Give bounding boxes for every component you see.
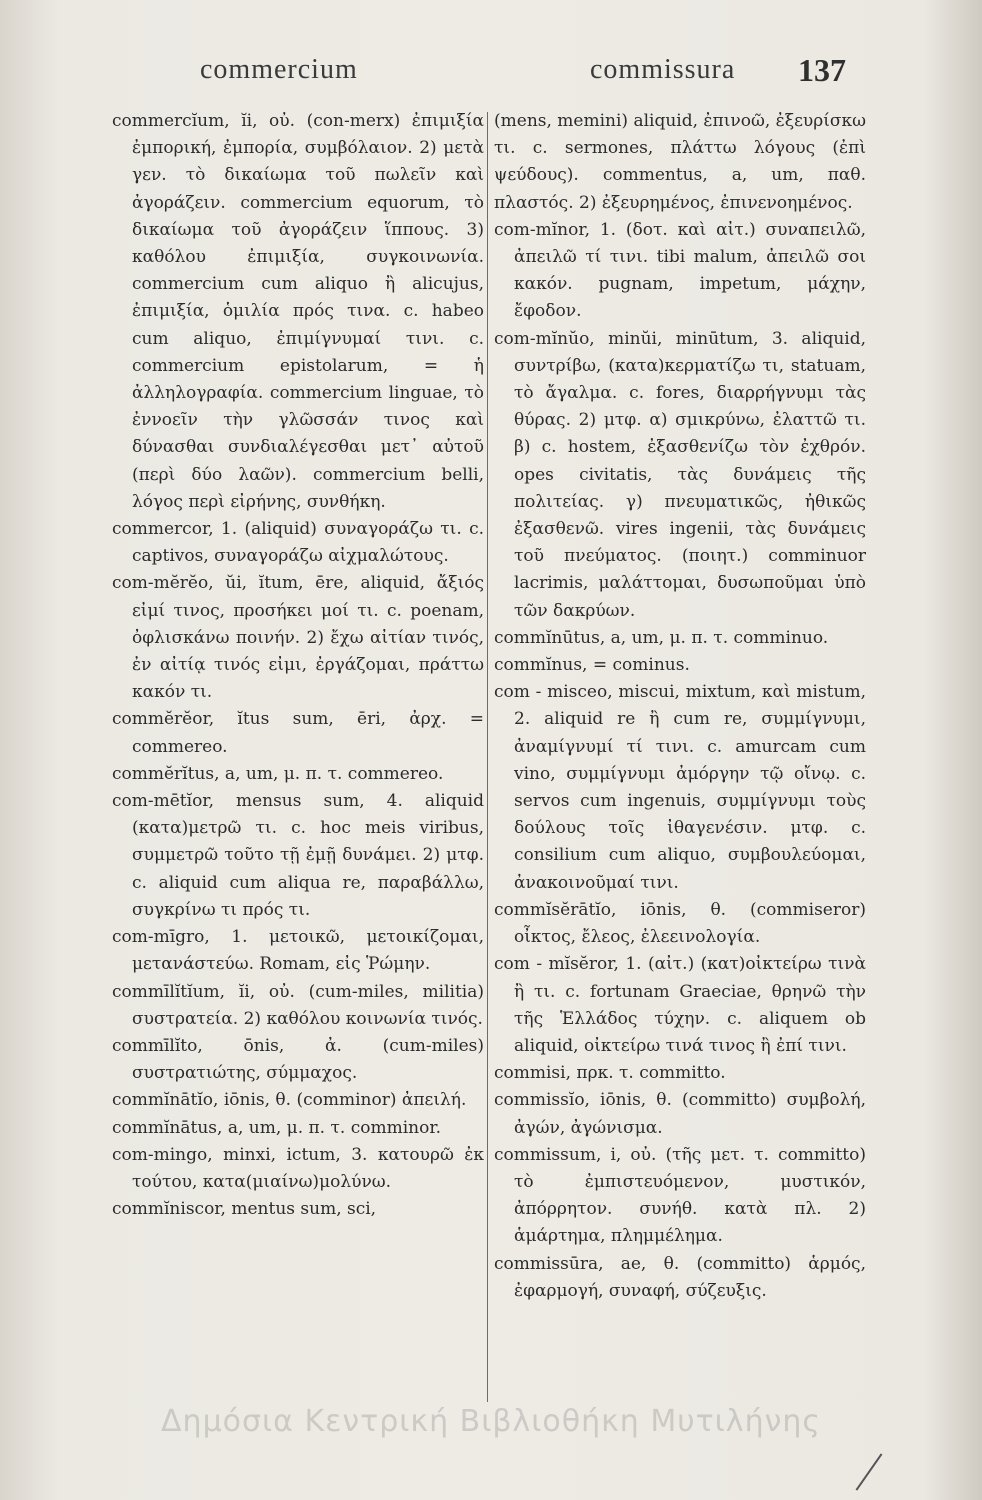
entry-commisi: commisi, πρκ. τ. committo. xyxy=(494,1063,726,1084)
entry-commissum: commissum, i, οὐ. (τῆς μετ. τ. committo) τὸ ἐμπιστευόμενον, μυστικόν, ἀπόρρητον. συνήθ. κατὰ πλ. 2) ἁμάρτημα, πλημμέλημα. xyxy=(494,1144,866,1247)
entry-commissura: commissūra, ae, θ. (committo) ἁρμός, ἐφαρμογή, συναφή, σύζευξις. xyxy=(494,1253,866,1301)
column-divider xyxy=(487,112,488,1402)
entry-commereor: commĕrĕor, ĭtus sum, ēri, ἀρχ. = commereo. xyxy=(112,709,484,757)
entry-continuation: (mens, memini) aliquid, ἐπινοῶ, ἐξευρίσκω τι. c. sermones, πλάττω λόγους (ἐπὶ ψεύδους). commentus, a, um, παθ. πλαστός. 2) ἐξευρημένος, ἐπινενοημένος. xyxy=(494,111,866,213)
header-left-word: commercium xyxy=(200,54,358,85)
entry-commercor: commercor, 1. (aliquid) συναγοράζω τι. c. captivos, συναγοράζω αἰχμαλώτους. xyxy=(112,519,484,567)
pencil-mark xyxy=(856,1453,883,1490)
entry-commisceo: com - misceo, miscui, mixtum, καὶ mistum, 2. aliquid re ἢ cum re, συμμίγνυμι, ἀναμίγνυμί τί τινι. c. amurcam cum vino, συμμίγνυμι ἀμόργην τῷ οἴνῳ. c. servos cum ingenuis, συμμίγνυμι τοὺς δούλους τοῖς ἰθαγενέσιν. μτφ. c. consilium cum aliquo, συμβουλεύομαι, ἀνακοινοῦμαί τινι. xyxy=(494,682,866,893)
entry-commetior: com-mētĭor, mensus sum, 4. aliquid (κατα)μετρῶ τι. c. hoc meis viribus, συμμετρῶ τοῦτο τῇ ἐμῇ δυνάμει. 2) μτφ. c. aliquid cum aliqua re, παραβάλλω, συγκρίνω τι πρός τι. xyxy=(112,791,484,920)
entry-comminuo: com-mĭnŭo, minŭi, minūtum, 3. aliquid, συντρίβω, (κατα)κερματίζω τι, statuam, τὸ ἄγαλμα. c. fores, διαρρήγνυμι τὰς θύρας. 2) μτφ. α) σμικρύνω, ἐλαττῶ τι. β) c. hostem, ἐξασθενίζω τὸν ἐχθρόν. opes civitatis, τὰς δυνάμεις τῆς πολιτείας. γ) πνευματικῶς, ἠθικῶς ἐξασθενῶ. vires ingenii, τὰς δυνάμεις τοῦ πνεύματος. (ποιητ.) comminuor lacrimis, μαλάττομαι, δυσωποῦμαι ὑπὸ τῶν δακρύων. xyxy=(494,328,866,621)
entry-comminor: com-mĭnor, 1. (δοτ. καὶ αἰτ.) συναπειλῶ, ἀπειλῶ τί τινι. tibi malum, ἀπειλῶ σοι κακόν. pugnam, impetum, μάχην, ἔφοδον. xyxy=(494,219,866,322)
entry-commereo: com-mĕrĕo, ŭi, ĭtum, ēre, aliquid, ἄξιός εἰμί τινος, προσήκει μοί τι. c. poenam, ὀφλισκάνω ποινήν. 2) ἔχω αἰτίαν τινός, ἐν αἰτίᾳ τινός εἰμι, ἐργάζομαι, πράττω κακόν τι. xyxy=(112,573,484,703)
entry-comminutus: commĭnūtus, a, um, μ. π. τ. comminuo. xyxy=(494,627,829,648)
entry-comminatus: commĭnātus, a, um, μ. π. τ. comminor. xyxy=(112,1117,441,1138)
entry-commissio: commissĭo, iōnis, θ. (committo) συμβολή, ἀγών, ἀγώνισμα. xyxy=(494,1090,866,1138)
entry-comminatio: commĭnātĭo, iōnis, θ. (comminor) ἀπειλή. xyxy=(112,1090,467,1111)
entry-commiseratio: commĭsĕrātĭo, iōnis, θ. (commiseror) οἶκτος, ἔλεος, ἐλεεινολογία. xyxy=(494,899,866,948)
entry-commercium: commercĭum, ĭi, οὐ. (con-merx) ἐπιμιξία ἐμπορική, ἐμπορία, συμβόλαιον. 2) μετὰ γεν. τὸ δικαίωμα τοῦ πωλεῖν καὶ ἀγοράζειν. commercium equorum, τὸ δικαίωμα τοῦ ἀγοράζειν ἵππους. 3) καθόλου ἐπιμιξία, συγκοινωνία. commercium cum aliquo ἢ alicujus, ἐπιμιξία, ὁμιλία πρός τινα. c. habeo cum aliquo, ἐπιμίγνυμαί τινι. c. commercium epistolarum, = ἡ ἀλληλογραφία. commercium linguae, τὸ ἐννοεῖν τὴν γλῶσσάν τινος καὶ δύνασθαι συνδιαλέγεσθαι μετ᾽ αὐτοῦ (περὶ δύο λαῶν). commercium belli, λόγος περὶ εἰρήνης, συνθήκη. xyxy=(112,111,484,512)
entry-commeritus: commĕrĭtus, a, um, μ. π. τ. commereo. xyxy=(112,763,444,784)
page-header xyxy=(0,54,982,94)
entry-comminiscor: commĭniscor, mentus sum, sci, xyxy=(112,1199,377,1220)
right-column xyxy=(494,108,866,1408)
left-column xyxy=(112,108,484,1408)
entry-commigro: com-mīgro, 1. μετοικῶ, μετοικίζομαι, μετανάστεύω. Romam, εἰς Ῥώμην. xyxy=(112,927,484,975)
page-number: 137 xyxy=(798,52,846,88)
entry-comminus: commĭnus, = cominus. xyxy=(494,655,690,676)
entry-commilitium: commīlĭtĭum, ĭi, οὐ. (cum-miles, militia) συστρατεία. 2) καθόλου κοινωνία τινός. xyxy=(112,981,484,1029)
entry-commiseror: com - mĭsĕror, 1. (αἰτ.) (κατ)οἰκτείρω τινὰ ἢ τι. c. fortunam Graeciae, θρηνῶ τὴν τῆς Ἑλλάδος τύχην. c. aliquem ob aliquid, οἰκτείρω τινά τινος ἢ ἐπί τινι. xyxy=(494,954,866,1056)
entry-commingo: com-mingo, minxi, ictum, 3. κατουρῶ ἐκ τούτου, κατα(μιαίνω)μολύνω. xyxy=(112,1144,484,1192)
library-watermark: Δημόσια Κεντρική Βιβλιοθήκη Μυτιλήνης xyxy=(161,1404,821,1439)
entry-commilito: commīlĭto, ōnis, ἀ. (cum-miles) συστρατιώτης, σύμμαχος. xyxy=(112,1035,484,1084)
header-right-word: commissura xyxy=(590,54,736,85)
